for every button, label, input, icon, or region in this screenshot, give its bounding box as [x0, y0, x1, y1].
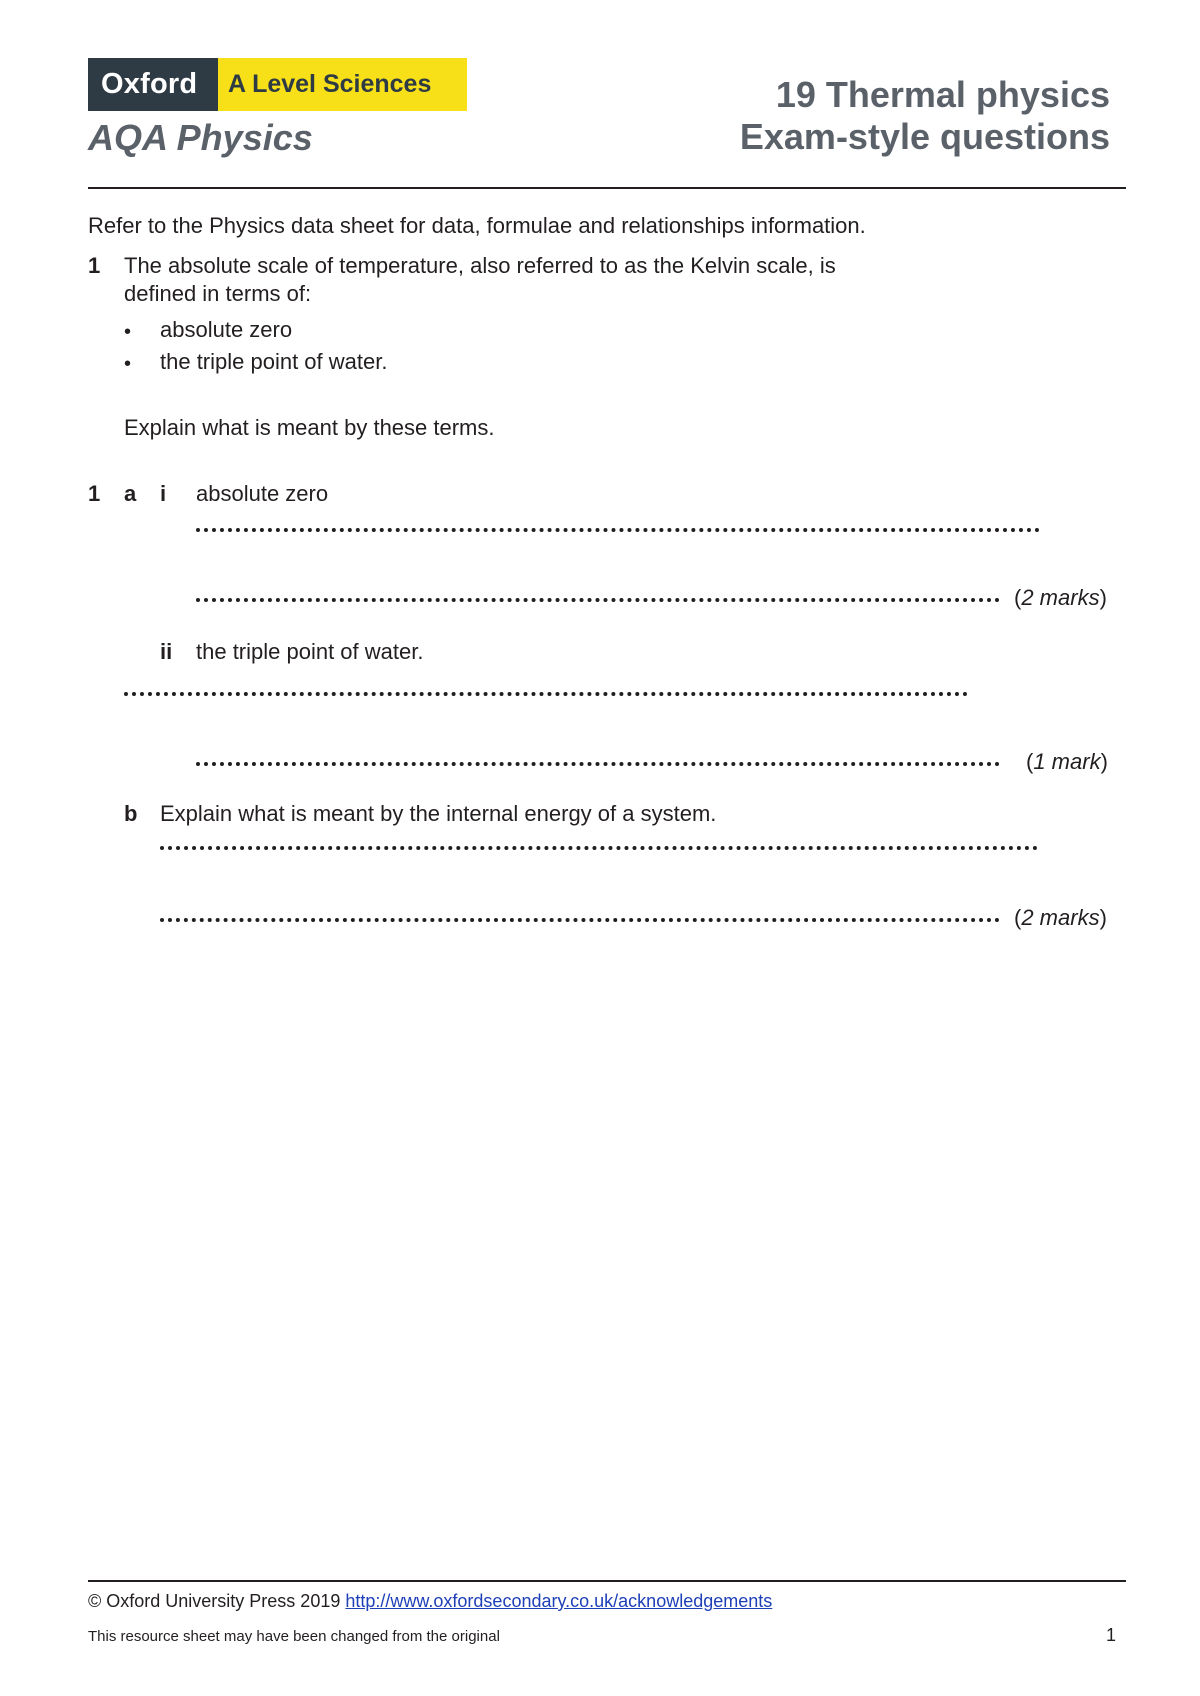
chapter-title-line2: Exam-style questions [739, 116, 1110, 157]
sub-question-ii: the triple point of water. [196, 639, 424, 664]
footer-disclaimer: This resource sheet may have been changed from the original [88, 1628, 500, 1645]
page-number: 1 [1106, 1625, 1117, 1645]
answer-line[interactable] [160, 846, 1038, 850]
answer-line[interactable] [196, 528, 1040, 532]
part-letter-b: b [124, 801, 138, 826]
question-stem: The absolute scale of temperature, also referred to as the Kelvin scale, is defined in terms of: [124, 253, 836, 306]
question-number: 1 [88, 253, 101, 278]
marks-label: (2 marks) [1014, 585, 1107, 610]
series-title: AQA Physics [88, 117, 313, 158]
question-instruction: Explain what is meant by these terms. [124, 415, 495, 440]
marks-label: (2 marks) [1014, 905, 1107, 930]
acknowledgements-link[interactable]: http://www.oxfordsecondary.co.uk/acknowledgements [345, 1591, 773, 1611]
copyright-text: © Oxford University Press 2019 [88, 1591, 341, 1611]
footer-copyright-line [88, 1590, 772, 1612]
header-divider [88, 187, 1126, 189]
bullet-item: the triple point of water. [160, 349, 388, 374]
logo-a-level-sciences: A Level Sciences [218, 58, 467, 111]
answer-line[interactable] [196, 598, 1000, 602]
chapter-title-line1: 19 Thermal physics [775, 74, 1110, 115]
logo-oxford: Oxford [88, 58, 218, 111]
sub-label-i: i [160, 481, 167, 506]
part-number: 1 [88, 481, 101, 506]
footer-divider [88, 1580, 1126, 1582]
part-letter-a: a [124, 481, 137, 506]
sub-question-i: absolute zero [196, 481, 329, 506]
brand-logo [88, 58, 467, 111]
chapter-title [740, 74, 1110, 158]
sub-label-ii: ii [160, 639, 173, 664]
marks-label: (1 mark) [1026, 749, 1108, 774]
intro-text: Refer to the Physics data sheet for data, formulae and relationships information. [88, 213, 866, 238]
bullet-icon: • [124, 321, 132, 343]
bullet-item: absolute zero [160, 317, 293, 342]
answer-line[interactable] [124, 692, 968, 696]
part-b-question: Explain what is meant by the internal energy of a system. [160, 801, 717, 826]
answer-line[interactable] [196, 762, 1000, 766]
answer-line[interactable] [160, 918, 1000, 922]
bullet-icon: • [124, 353, 132, 375]
